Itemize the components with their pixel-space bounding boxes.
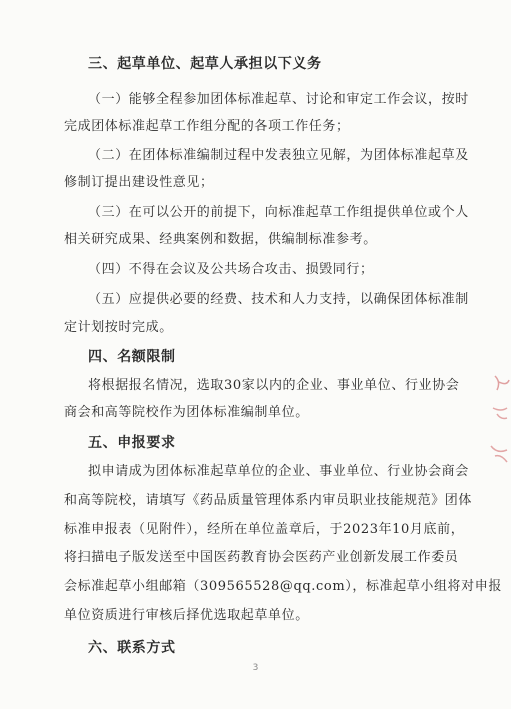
section-heading-5: 五、申报要求 — [88, 435, 176, 451]
paragraph-line: 标准申报表（见附件），经所在单位盖章后，于2023年10月底前， — [64, 522, 465, 537]
paragraph-line: 单位资质进行审核后择优选取起草单位。 — [64, 608, 309, 623]
paragraph-line: （五）应提供必要的经费、技术和人力支持，以确保团体标准制 — [88, 292, 469, 307]
seal-stamp-edge — [481, 368, 511, 478]
paragraph-line: 会标准起草小组邮箱（309565528@qq.com），标准起草小组将对申报 — [64, 579, 502, 594]
paragraph-line: （二）在团体标准编制过程中发表独立见解，为团体标准起草及 — [88, 148, 469, 163]
paragraph-line: 拟申请成为团体标准起草单位的企业、事业单位、行业协会商会 — [88, 464, 469, 479]
paragraph-line: 完成团体标准起草工作组分配的各项工作任务； — [64, 119, 350, 134]
paragraph-line: 将根据报名情况，选取30家以内的企业、事业单位、行业协会 — [88, 378, 460, 393]
page-number: 3 — [252, 663, 259, 673]
paragraph-line: 将扫描电子版发送至中国医药教育协会医药产业创新发展工作委员 — [64, 550, 459, 565]
paragraph-line: 商会和高等院校作为团体标准编制单位。 — [64, 405, 309, 420]
paragraph-line: 相关研究成果、经典案例和数据，供编制标准参考。 — [64, 232, 377, 247]
paragraph-line: 修制订提出建设性意见； — [64, 175, 214, 190]
paragraph-line: （一）能够全程参加团体标准起草、讨论和审定工作会议，按时 — [88, 92, 469, 107]
paragraph-line: （三）在可以公开的前提下，向标准起草工作组提供单位或个人 — [88, 205, 469, 220]
section-heading-6: 六、联系方式 — [88, 640, 176, 656]
paragraph-line: （四）不得在会议及公共场合攻击、损毁同行； — [88, 262, 374, 277]
section-heading-4: 四、名额限制 — [88, 349, 176, 365]
section-heading-3: 三、起草单位、起草人承担以下义务 — [88, 56, 322, 72]
paragraph-line: 和高等院校，请填写《药品质量管理体系内审员职业技能规范》团体 — [64, 493, 473, 508]
paragraph-line: 定计划按时完成。 — [64, 320, 173, 335]
